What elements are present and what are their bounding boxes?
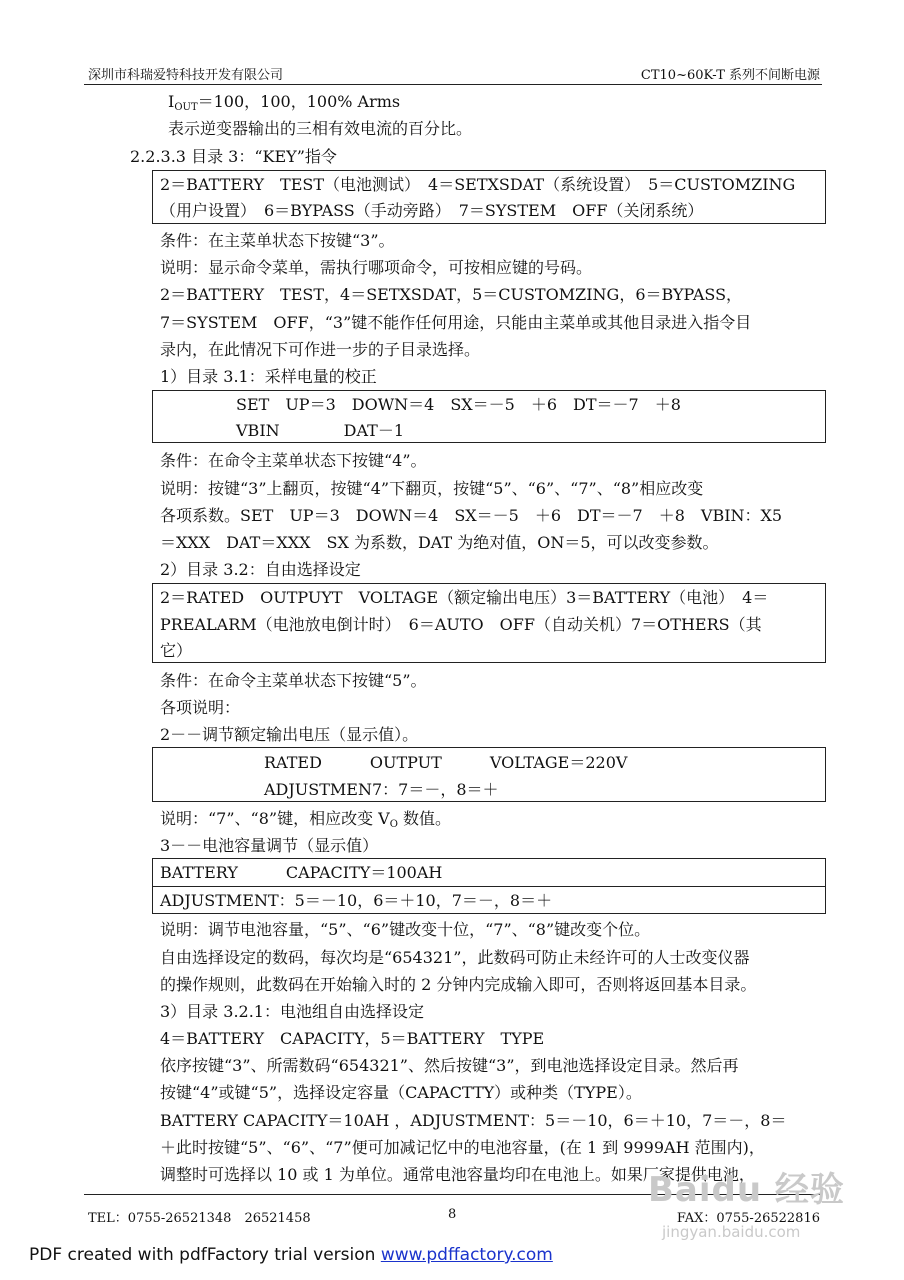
- footer-tel: TEL：0755-26521348 26521458: [88, 1211, 311, 1226]
- pdf-notice: [29, 1245, 553, 1265]
- vo-subscript: O: [389, 819, 398, 830]
- paragraph-2-line-1: 说明：按键“3”上翻页，按键“4”下翻页，按键“5”、“6”、“7”、“8”相应改变: [160, 479, 704, 498]
- paragraph-3-line-2: 的操作规则，此数码在开始输入时的 2 分钟内完成输入即可，否则将返回基本目录。: [160, 975, 757, 994]
- description-1: 说明：显示命令菜单，需执行哪项命令，可按相应键的号码。: [160, 258, 593, 277]
- paragraph-5-line-2: 按键“4”或键“5”，选择设定容量（CAPACTTY）或种类（TYPE）。: [160, 1083, 642, 1102]
- header-company: 深圳市科瑞爱特科技开发有限公司: [88, 68, 284, 83]
- paragraph-2-line-2: 各项系数。SET UP＝3 DOWN＝4 SX＝－5 ＋6 DT＝－7 ＋8 VBIN：X5: [160, 506, 783, 525]
- footer-fax: FAX：0755-26522816: [676, 1211, 820, 1226]
- paragraph-2-line-3: ＝XXX DAT＝XXX SX 为系数，DAT 为绝对值，ON＝5，可以改变参数。: [160, 533, 719, 552]
- section-title: 2.2.3.3 目录 3：“KEY”指令: [130, 147, 337, 166]
- paragraph-6-line-3: 调整时可选择以 10 或 1 为单位。通常电池容量均印在电池上。如果厂家提供电池，: [160, 1165, 755, 1184]
- item-2-title: 2－－调节额定输出电压（显示值）。: [160, 725, 419, 744]
- calibration-line-1: SET UP＝3 DOWN＝4 SX＝－5 ＋6 DT＝－7 ＋8: [236, 395, 681, 414]
- condition-2: 条件：在命令主菜单状态下按键“4”。: [160, 451, 427, 470]
- condition-1: 条件：在主菜单状态下按键“3”。: [160, 231, 395, 250]
- free-selection-line-3: 它）: [160, 641, 193, 660]
- free-selection-line-2: PREALARM（电池放电倒计时） 6＝AUTO OFF（自动关机）7＝OTHERS（其: [160, 615, 762, 634]
- capacity-description: 说明：调节电池容量，“5”、“6”键改变十位，“7”、“8”键改变个位。: [160, 920, 651, 939]
- free-selection-line-1: 2＝RATED OUTPUYT VOLTAGE（额定输出电压）3＝BATTERY（电池） 4＝: [160, 588, 769, 607]
- footer-page-number: 8: [448, 1207, 457, 1222]
- iout-description: 表示逆变器输出的三相有效电流的百分比。: [168, 119, 473, 138]
- subsection-2-title: 2）目录 3.2：自由选择设定: [160, 560, 361, 579]
- baidu-watermark-url: jingyan.baidu.com: [662, 1223, 801, 1241]
- rated-voltage-line-2: ADJUSTMEN7：7＝－，8＝＋: [264, 780, 499, 799]
- paragraph-4-line-1: 4＝BATTERY CAPACITY，5＝BATTERY TYPE: [160, 1029, 545, 1048]
- key-command-line-2: （用户设置） 6＝BYPASS（手动旁路） 7＝SYSTEM OFF（关闭系统）: [160, 201, 704, 220]
- iout-value: ＝100，100，100% Arms: [197, 92, 401, 111]
- calibration-line-2: VBIN DAT－1: [236, 421, 404, 440]
- rated-voltage-line-1: RATED OUTPUT VOLTAGE＝220V: [264, 753, 628, 772]
- subsection-1-title: 1）目录 3.1：采样电量的校正: [160, 367, 377, 386]
- pdffactory-link[interactable]: www.pdffactory.com: [380, 1245, 553, 1265]
- iout-label: I: [168, 92, 175, 111]
- baidu-watermark-logo: Baidu 经验: [648, 1170, 845, 1210]
- item-3-title: 3－－电池容量调节（显示值）: [160, 836, 379, 855]
- paragraph-3-line-1: 自由选择设定的数码，每次均是“654321”，此数码可防止未经许可的人士改变仪器: [160, 948, 750, 967]
- paragraph-1-line-1: 2＝BATTERY TEST，4＝SETXSDAT，5＝CUSTOMZING，6＝BYPASS，: [160, 285, 743, 304]
- header-product: CT10~60K-T 系列不间断电源: [640, 68, 820, 83]
- subsection-3-title: 3）目录 3.2.1：电池组自由选择设定: [160, 1002, 424, 1021]
- paragraph-1-line-3: 录内，在此情况下可作进一步的子目录选择。: [160, 340, 481, 359]
- condition-3: 条件：在命令主菜单状态下按键“5”。: [160, 671, 427, 690]
- battery-capacity-row-1: BATTERY CAPACITY＝100AH: [160, 863, 443, 882]
- paragraph-6-line-1: BATTERY CAPACITY＝10AH ，ADJUSTMENT：5＝－10，6＝＋10，7＝－，8＝: [160, 1111, 787, 1130]
- battery-capacity-divider: [152, 886, 826, 887]
- pdf-notice-text: PDF created with pdfFactory trial version: [29, 1245, 381, 1265]
- key-command-line-1: 2＝BATTERY TEST（电池测试） 4＝SETXSDAT（系统设置） 5＝CUSTOMZING: [160, 175, 796, 194]
- items-label: 各项说明：: [160, 698, 241, 717]
- iout-subscript: OUT: [174, 102, 198, 113]
- iout-line: [168, 92, 400, 118]
- vo-description-post: 数值。: [397, 809, 452, 828]
- paragraph-5-line-1: 依序按键“3”、所需数码“654321”、然后按键“3”，到电池选择设定目录。然后再: [160, 1056, 739, 1075]
- paragraph-1-line-2: 7＝SYSTEM OFF，“3”键不能作任何用途，只能由主菜单或其他目录进入指令目: [160, 313, 752, 332]
- paragraph-6-line-2: ＋此时按键“5”、“6”、“7”便可加减记忆中的电池容量，(在 1 到 9999AH 范围内)，: [160, 1138, 765, 1157]
- vo-description-pre: 说明：“7”、“8”键，相应改变 V: [160, 809, 390, 828]
- header-rule: [84, 84, 822, 85]
- vo-description: [160, 809, 451, 835]
- battery-capacity-row-2: ADJUSTMENT：5＝－10，6＝＋10，7＝－，8＝＋: [160, 891, 553, 910]
